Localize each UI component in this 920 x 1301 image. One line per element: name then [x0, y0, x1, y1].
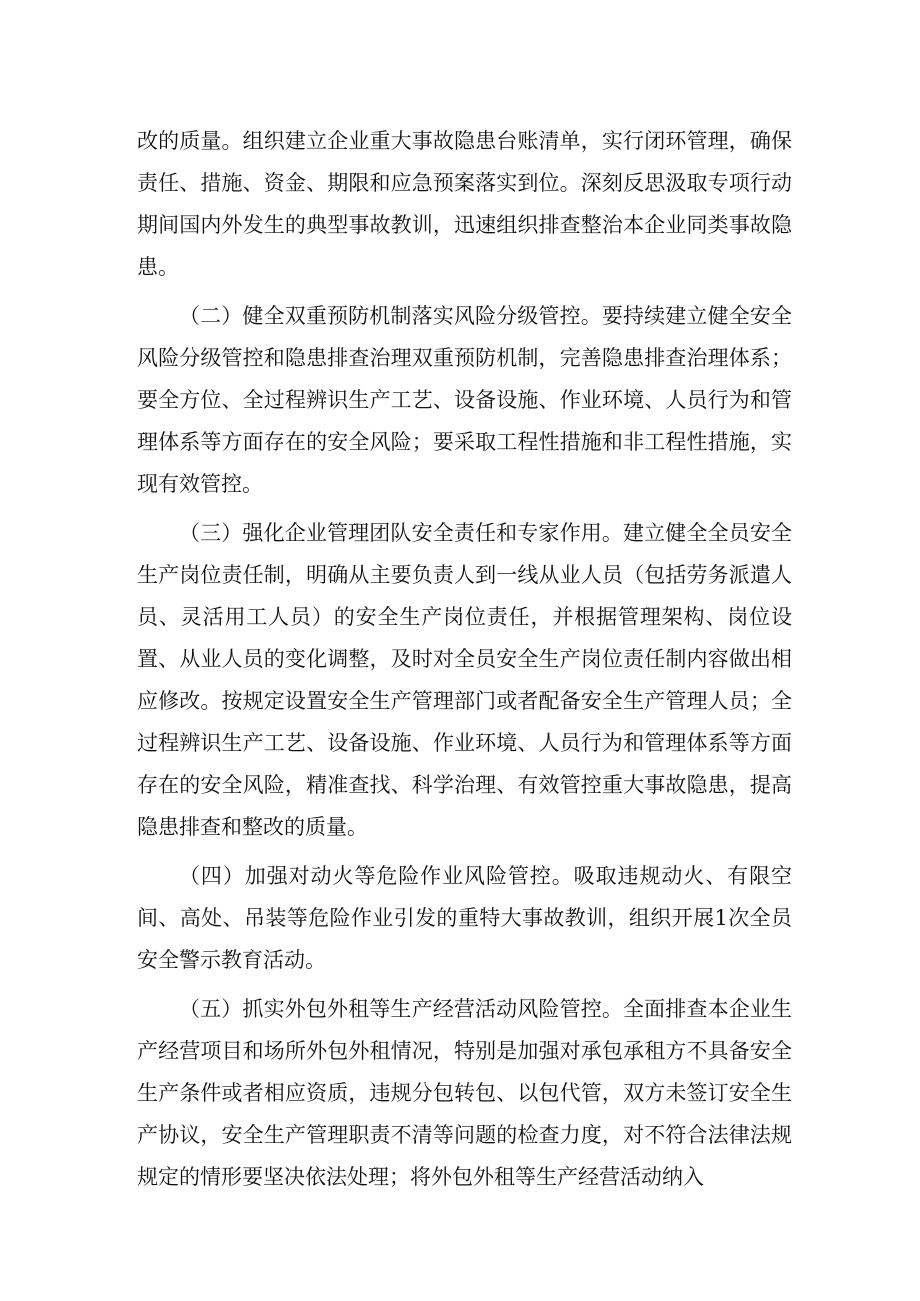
- paragraph-continuation: 改的质量。组织建立企业重大事故隐患台账清单，实行闭环管理，确保责任、措施、资金、期限和应急预案落实到位。深刻反思汲取专项行动期间国内外发生的典型事故教训，迅速组织排查整治本企业同类事故隐患。: [137, 129, 792, 279]
- paragraph-section-2: （二）健全双重预防机制落实风险分级管控。要持续建立健全安全风险分级管控和隐患排查治理双重预防机制，完善隐患排查治理体系；要全方位、全过程辨识生产工艺、设备设施、作业环境、人员行为和管理体系等方面存在的安全风险；要采取工程性措施和非工程性措施，实现有效管控。: [137, 304, 792, 496]
- paragraph-section-4: （四）加强对动火等危险作业风险管控。吸取违规动火、有限空间、高处、吊装等危险作业引发的重特大事故教训，组织开展1次全员安全警示教育活动。: [137, 864, 792, 972]
- paragraph-section-5: （五）抓实外包外租等生产经营活动风险管控。全面排查本企业生产经营项目和场所外包外租情况，特别是加强对承包承租方不具备安全生产条件或者相应资质，违规分包转包、以包代管，双方未签订安全生产协议，安全生产管理职责不清等问题的检查力度，对不符合法律法规规定的情形要坚决依法处理；将外包外租等生产经营活动纳入: [137, 997, 792, 1189]
- document-body: [137, 120, 792, 1205]
- paragraph-section-3: （三）强化企业管理团队安全责任和专家作用。建立健全全员安全生产岗位责任制，明确从主要负责人到一线从业人员（包括劳务派遣人员、灵活用工人员）的安全生产岗位责任，并根据管理架构、岗位设置、从业人员的变化调整，及时对全员安全生产岗位责任制内容做出相应修改。按规定设置安全生产管理部门或者配备安全生产管理人员；全过程辨识生产工艺、设备设施、作业环境、人员行为和管理体系等方面存在的安全风险，精准查找、科学治理、有效管控重大事故隐患，提高隐患排查和整改的质量。: [137, 521, 792, 839]
